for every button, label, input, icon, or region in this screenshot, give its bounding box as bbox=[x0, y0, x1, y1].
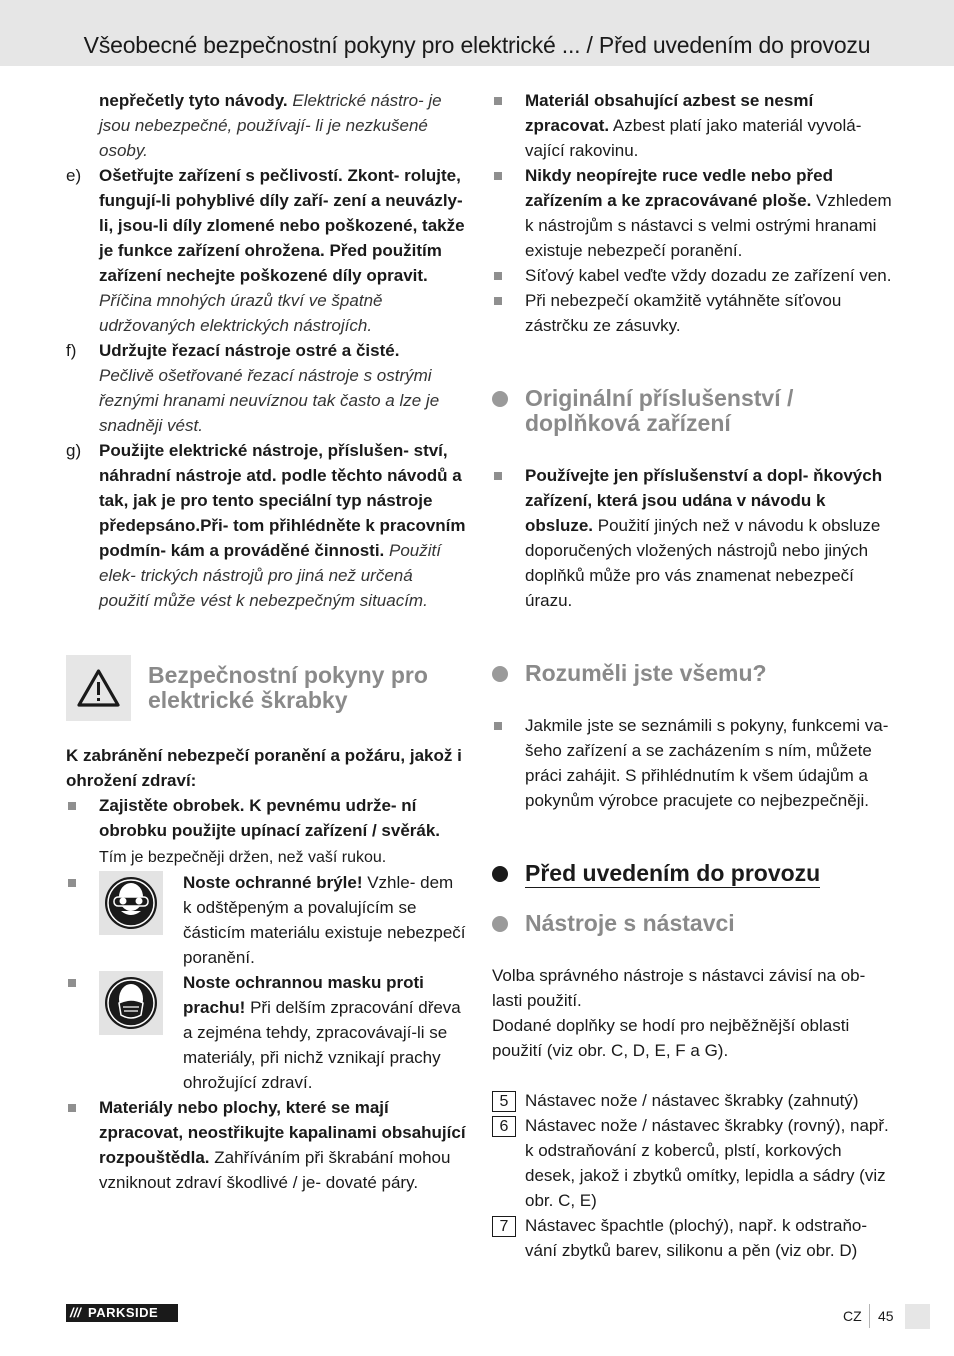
section-title: Nástroje s nástavci bbox=[525, 910, 735, 936]
bullet-bold: Používejte jen příslušenství a dopl- ňkových zařízení, která jsou udána v návodu k obsluze. bbox=[525, 466, 883, 535]
tools-paragraph-1: Volba správného nástroje s nástavci závisí na ob- lasti použití. bbox=[492, 966, 866, 1010]
item-italic: Příčina mnohých úrazů tkví ve špatně udržovaných elektrických nástrojích. bbox=[99, 291, 383, 335]
section-tools-heading bbox=[492, 911, 892, 936]
bullet-plug bbox=[492, 288, 892, 338]
bullet-accessories bbox=[492, 463, 892, 613]
item-italic: Použití elek- trických nástrojů pro jiná než určená použití může vést k nebezpečným situacím. bbox=[99, 541, 441, 610]
bullet-square-icon bbox=[494, 172, 502, 180]
list-marker: e) bbox=[66, 166, 82, 185]
bullet-text: Při nebezpečí okamžitě vytáhněte síťovou zástrčku ze zásuvky. bbox=[525, 291, 842, 335]
bullet-dust-mask bbox=[66, 970, 466, 1095]
left-column bbox=[66, 88, 466, 1195]
tool-item-6 bbox=[492, 1113, 892, 1213]
bullet-square-icon bbox=[68, 802, 76, 810]
warning-title: Bezpečnostní pokyny pro elektrické škrabky bbox=[148, 662, 428, 713]
bullet-square-icon bbox=[494, 472, 502, 480]
intro-italic: Elektrické nástro- je jsou nebezpečné, používají- li je nezkušené osoby. bbox=[99, 91, 442, 160]
bullet-hands bbox=[492, 163, 892, 263]
tool-item-5 bbox=[492, 1088, 892, 1113]
warning-heading bbox=[66, 655, 466, 721]
list-item-g bbox=[66, 438, 466, 613]
safety-goggles-icon bbox=[99, 871, 163, 935]
heading-dot-icon bbox=[492, 391, 508, 407]
tool-item-7 bbox=[492, 1213, 892, 1263]
section-title: Před uvedením do provozu bbox=[525, 860, 821, 886]
parkside-logo bbox=[66, 1304, 178, 1322]
bullet-solvents bbox=[66, 1095, 466, 1195]
section-title: Rozuměli jste všemu? bbox=[525, 660, 767, 686]
bullet-text: Vzhledem k nástrojům s nástavci s velmi ostrými hranami existuje nebezpečí poranění. bbox=[525, 191, 892, 260]
section-before-use-heading bbox=[492, 861, 892, 886]
list-item-f bbox=[66, 338, 466, 438]
page-title: Všeobecné bezpečnostní pokyny pro elektrické ... / Před uvedením do provozu bbox=[83, 32, 871, 58]
bullet-square-icon bbox=[494, 97, 502, 105]
section-accessories-heading bbox=[492, 386, 892, 436]
logo-slashes-icon: /// bbox=[70, 1305, 81, 1320]
list-item-e bbox=[66, 163, 466, 338]
bullet-bold: Noste ochranné brýle! bbox=[183, 873, 363, 892]
bullet-text: Při delším zpracování dřeva a zejména tehdy, zpracovávají-li se materiály, při nichž vznikají prachy ohrožující zdraví. bbox=[183, 998, 461, 1092]
item-number-box: 5 bbox=[492, 1091, 516, 1112]
section-title: Originální příslušenství / doplňková zařízení bbox=[525, 385, 794, 436]
warning-intro bbox=[66, 743, 466, 793]
bullet-cable bbox=[492, 263, 892, 288]
language-code: CZ bbox=[843, 1308, 862, 1324]
tools-paragraph-2: Dodané doplňky se hodí pro nejběžnější oblasti použití (viz obr. C, D, E, F a G). bbox=[492, 1016, 850, 1060]
section-understood-heading bbox=[492, 661, 892, 686]
bullet-bold: Noste ochrannou masku proti prachu! bbox=[183, 973, 424, 1017]
bullet-bold: Materiál obsahující azbest se nesmí zpracovat. bbox=[525, 91, 814, 135]
bullet-bold: Nikdy neopírejte ruce vedle nebo před zařízením a ke zpracovávané ploše. bbox=[525, 166, 833, 210]
bullet-understood bbox=[492, 713, 892, 813]
bullet-text: Použití jiných než v návodu k obsluze doporučených vložených nástrojů nebo jiných doplňků může pro vás znamenat nebezpečí úrazu. bbox=[525, 516, 881, 610]
item-number-box: 6 bbox=[492, 1116, 516, 1137]
bullet-square-icon bbox=[494, 297, 502, 305]
bullet-square-icon bbox=[68, 979, 76, 987]
footer-tab-marker bbox=[905, 1304, 930, 1329]
item-italic: Pečlivě ošetřované řezací nástroje s ostrými řeznými hranami neuvíznou tak často a lze je snadněji vést. bbox=[99, 366, 440, 435]
bullet-text: Azbest platí jako materiál vyvolá- vající rakovinu. bbox=[525, 116, 862, 160]
item-number-box: 7 bbox=[492, 1216, 516, 1237]
warning-intro-text: K zabránění nebezpečí poranění a požáru, jakož i ohrožení zdraví: bbox=[66, 746, 462, 790]
list-marker: g) bbox=[66, 441, 82, 460]
list-marker: f) bbox=[66, 341, 77, 360]
item-bold: Použijte elektrické nástroje, příslušen- ství, náhradní nástroje atd. podle těchto návodů a tak, jak je pro tento speciální typ nástroje předepsáno.Při- tom přihlédněte k pracovním podmín- kám a prováděné činnosti. bbox=[99, 441, 466, 560]
logo-text: PARKSIDE bbox=[88, 1305, 159, 1320]
heading-dot-icon bbox=[492, 666, 508, 682]
bullet-square-icon bbox=[68, 1104, 76, 1112]
heading-dot-icon bbox=[492, 916, 508, 932]
bullet-square-icon bbox=[494, 272, 502, 280]
bullet-text: Zahříváním při škrabání mohou vzniknout zdraví škodlivé / je- dovaté páry. bbox=[99, 1148, 451, 1192]
bullet-text: Tím je bezpečněji držen, než vaší rukou. bbox=[99, 849, 387, 866]
bullet-square-icon bbox=[68, 879, 76, 887]
dust-mask-icon bbox=[99, 971, 163, 1035]
footer-divider bbox=[869, 1304, 870, 1328]
bullet-asbestos bbox=[492, 88, 892, 163]
bullet-bold: Zajistěte obrobek. K pevnému udrže- ní obrobku použijte upínací zařízení / svěrák. bbox=[99, 796, 441, 840]
bullet-square-icon bbox=[494, 722, 502, 730]
bullet-goggles bbox=[66, 870, 466, 970]
tool-item-text: Nástavec nože / nástavec škrabky (zahnutý) bbox=[525, 1091, 859, 1110]
bullet-workpiece bbox=[66, 793, 466, 870]
page-number: 45 bbox=[878, 1308, 894, 1324]
item-bold: Ošetřujte zařízení s pečlivostí. Zkont- rolujte, fungují-li pohyblivé díly zaří- zení a neuvázly-li, jsou-li díly zlomené nebo poškozené, takže je funkce zařízení ohrožena. Před použitím zařízení nechejte poškozené díly opravit. bbox=[99, 166, 465, 285]
item-bold: Udržujte řezací nástroje ostré a čisté. bbox=[99, 341, 400, 360]
page-header bbox=[0, 0, 954, 66]
tool-item-text: Nástavec nože / nástavec škrabky (rovný), např. k odstraňování z koberců, plstí, korkových desek, jakož i zbytků omítky, lepidla a sádry (viz obr. C, E) bbox=[525, 1116, 889, 1210]
intro-bold: nepřečetly tyto návody. bbox=[99, 91, 288, 110]
right-column bbox=[492, 88, 892, 1263]
warning-triangle-icon bbox=[66, 655, 131, 721]
bullet-bold: Materiály nebo plochy, které se mají zpracovat, neostřikujte kapalinami obsahující rozpouštědla. bbox=[99, 1098, 466, 1167]
tool-item-text: Nástavec špachtle (plochý), např. k odstraňo- vání zbytků barev, silikonu a pěn (viz obr. D) bbox=[525, 1216, 868, 1260]
bullet-text: Jakmile jste se seznámili s pokyny, funkcemi va- šeho zařízení a se zacházením s ním, můžete práci zahájit. S přihlédnutím k všem údajům a pokynům výrobce pracujete co nejbezpečněji. bbox=[525, 716, 889, 810]
intro-paragraph bbox=[66, 88, 466, 163]
bullet-text: Vzhle- dem k odštěpeným a povalujícím se částicím materiálu existuje nebezpečí poranění. bbox=[183, 873, 466, 967]
heading-dot-icon bbox=[492, 866, 508, 882]
bullet-text: Síťový kabel veďte vždy dozadu ze zařízení ven. bbox=[525, 266, 892, 285]
